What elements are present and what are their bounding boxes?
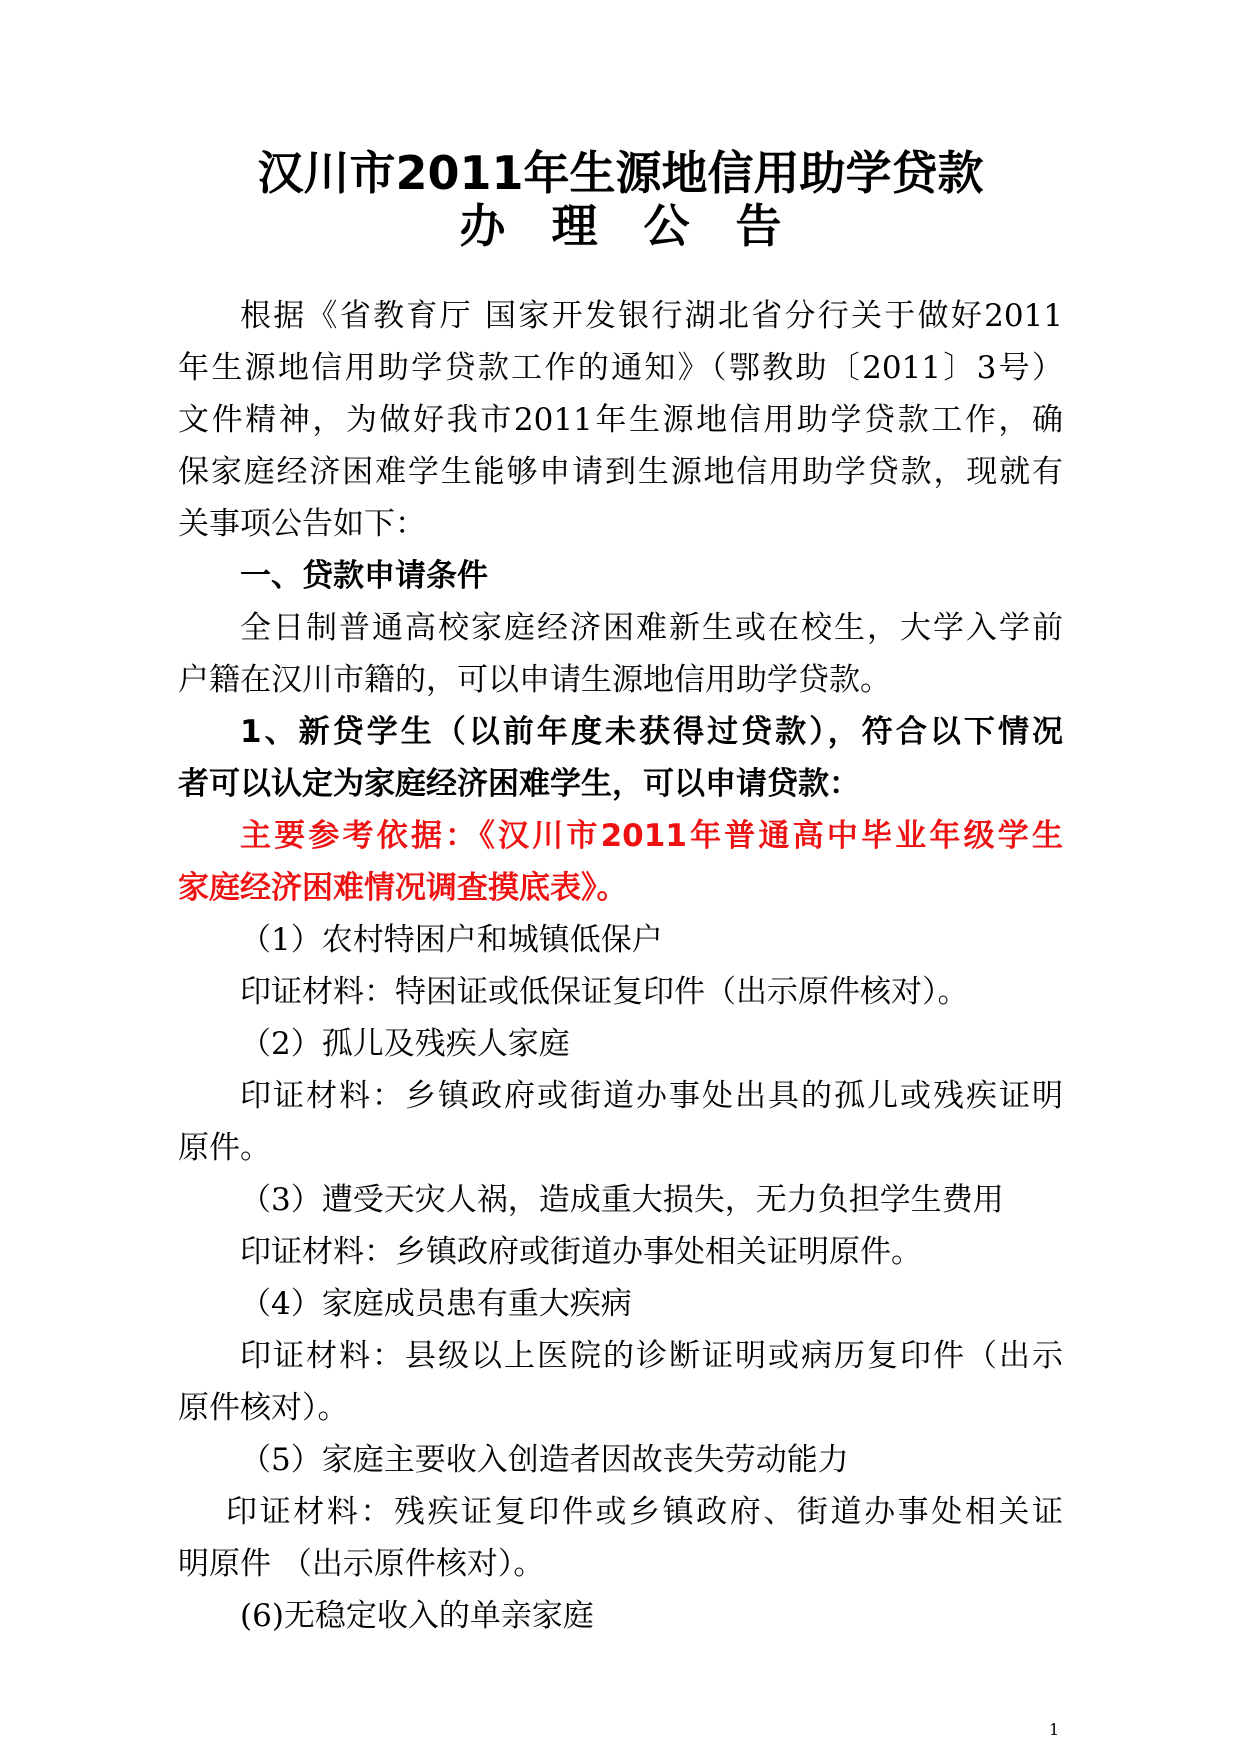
condition-5-proof-line-1: 印证材料：残疾证复印件或乡镇政府、街道办事处相关证	[226, 1494, 1063, 1530]
condition-4: （4）家庭成员患有重大疾病	[240, 1286, 632, 1322]
item-heading-line-1: 1、新贷学生（以前年度未获得过贷款），符合以下情况	[240, 714, 1063, 750]
section-heading: 一、贷款申请条件	[240, 558, 488, 594]
intro-line-2: 年生源地信用助学贷款工作的通知》（鄂教助〔2011〕3号）	[178, 350, 1063, 386]
condition-5: （5）家庭主要收入创造者因故丧失劳动能力	[240, 1442, 849, 1478]
condition-6: (6)无稳定收入的单亲家庭	[240, 1598, 594, 1634]
reference-line-2: 家庭经济困难情况调查摸底表》。	[178, 870, 628, 906]
item-heading-line-2: 者可以认定为家庭经济困难学生，可以申请贷款：	[178, 766, 860, 802]
page-number: 1	[1049, 1720, 1060, 1739]
condition-2-proof-line-2: 原件。	[178, 1130, 271, 1166]
condition-1-proof: 印证材料：特困证或低保证复印件（出示原件核对）。	[240, 974, 969, 1010]
condition-3: （3）遭受天灾人祸，造成重大损失，无力负担学生费用	[240, 1182, 1004, 1218]
reference-line-1: 主要参考依据：《汉川市2011年普通高中毕业年级学生	[240, 818, 1063, 854]
condition-2: （2）孤儿及残疾人家庭	[240, 1026, 570, 1062]
condition-1: （1）农村特困户和城镇低保户	[240, 922, 663, 958]
document-title: 汉川市2011年生源地信用助学贷款	[257, 146, 984, 200]
section-text-line-2: 户籍在汉川市籍的，可以申请生源地信用助学贷款。	[178, 662, 891, 698]
intro-line-3: 文件精神，为做好我市2011年生源地信用助学贷款工作，确	[178, 402, 1063, 438]
condition-5-proof-line-2: 明原件 （出示原件核对）。	[178, 1546, 545, 1582]
condition-2-proof-line-1: 印证材料：乡镇政府或街道办事处出具的孤儿或残疾证明	[240, 1078, 1063, 1114]
intro-line-5: 关事项公告如下：	[178, 506, 426, 542]
condition-4-proof-line-1: 印证材料：县级以上医院的诊断证明或病历复印件（出示	[240, 1338, 1063, 1374]
condition-3-proof: 印证材料：乡镇政府或街道办事处相关证明原件。	[240, 1234, 922, 1270]
section-text-line-1: 全日制普通高校家庭经济困难新生或在校生，大学入学前	[240, 610, 1063, 646]
document-subtitle: 办理公告	[459, 199, 828, 253]
condition-4-proof-line-2: 原件核对）。	[178, 1390, 349, 1426]
intro-line-1: 根据《省教育厅 国家开发银行湖北省分行关于做好2011	[240, 298, 1063, 334]
intro-line-4: 保家庭经济困难学生能够申请到生源地信用助学贷款，现就有	[178, 454, 1063, 490]
